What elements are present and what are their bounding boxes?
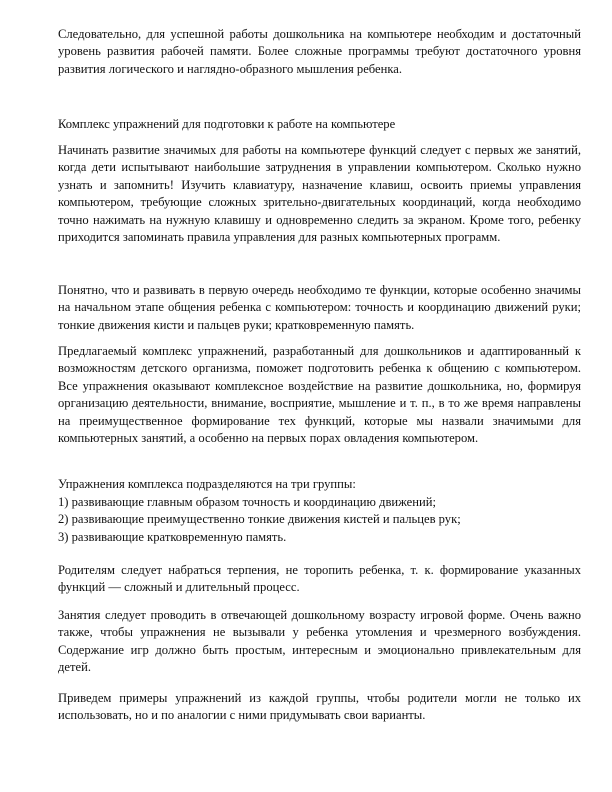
paragraph-proposed-complex: Предлагаемый комплекс упражнений, разработанный для дошкольников и адаптированный к возможностям детского организма, поможет подготовить ребенка к общению с компьютером. Все упражнения оказывают комплексное воздействие на развитие дошкольника, но, формируя организацию деятельности, внимание, восприятие, мышление и т. п., в то же время направлены на преимущественное формирование тех функций, которые мы назвали значимыми для компьютерных занятий, а особенно на первых порах овладения компьютером. [58,344,581,446]
paragraph-key-functions: Понятно, что и развивать в первую очередь необходимо те функции, которые особенно значимы на начальном этапе общения ребенка с компьютером: точность и координацию движений руки; тонкие движения кисти и пальцев руки; кратковременную память. [58,283,581,332]
paragraph-examples: Приведем примеры упражнений из каждой группы, чтобы родители могли не только их использовать, но и по аналогии с ними придумывать свои варианты. [58,691,581,723]
paragraph-memory-requirements: Следовательно, для успешной работы дошкольника на компьютере необходим и достаточный уровень развития рабочей памяти. Более сложные программы требуют достаточного уровня развития логического и наглядно-образного мышления ребенка. [58,27,581,76]
paragraph-patience: Родителям следует набраться терпения, не торопить ребенка, т. к. формирование указанных функций — сложный и длительный процесс. [58,563,581,595]
paragraph-game-form: Занятия следует проводить в отвечающей дошкольному возрасту игровой форме. Очень важно также, чтобы упражнения не вызывали у ребенка утомления и чрезмерного возбуждения. Содержание игр должно быть простым, интересным и эмоционально привлекательным для детей. [58,608,581,675]
exercise-group-item: 2) развивающие преимущественно тонкие движения кистей и пальцев рук; [58,512,461,527]
paragraph-groups-intro: Упражнения комплекса подразделяются на три группы: [58,477,356,491]
paragraph-start-development: Начинать развитие значимых для работы на компьютере функций следует с первых же занятий, когда дети испытывают наибольшие затруднения в управлении компьютером. Сколько нужно узнать и запомнить! Изучить клавиатуру, назначение клавиш, освоить приемы управления компьютером, требующие сложных зрительно-двигательных координаций, когда необходимо точно нажимать на нужную клавишу и одновременно следить за экраном. Кроме того, ребенку приходится запоминать правила управления для разных компьютерных программ. [58,143,581,245]
exercise-groups-list [58,494,581,546]
section-heading: Комплекс упражнений для подготовки к работе на компьютере [58,117,396,131]
exercise-group-item: 3) развивающие кратковременную память. [58,529,287,544]
exercise-group-item: 1) развивающие главным образом точность и координацию движений; [58,495,436,509]
